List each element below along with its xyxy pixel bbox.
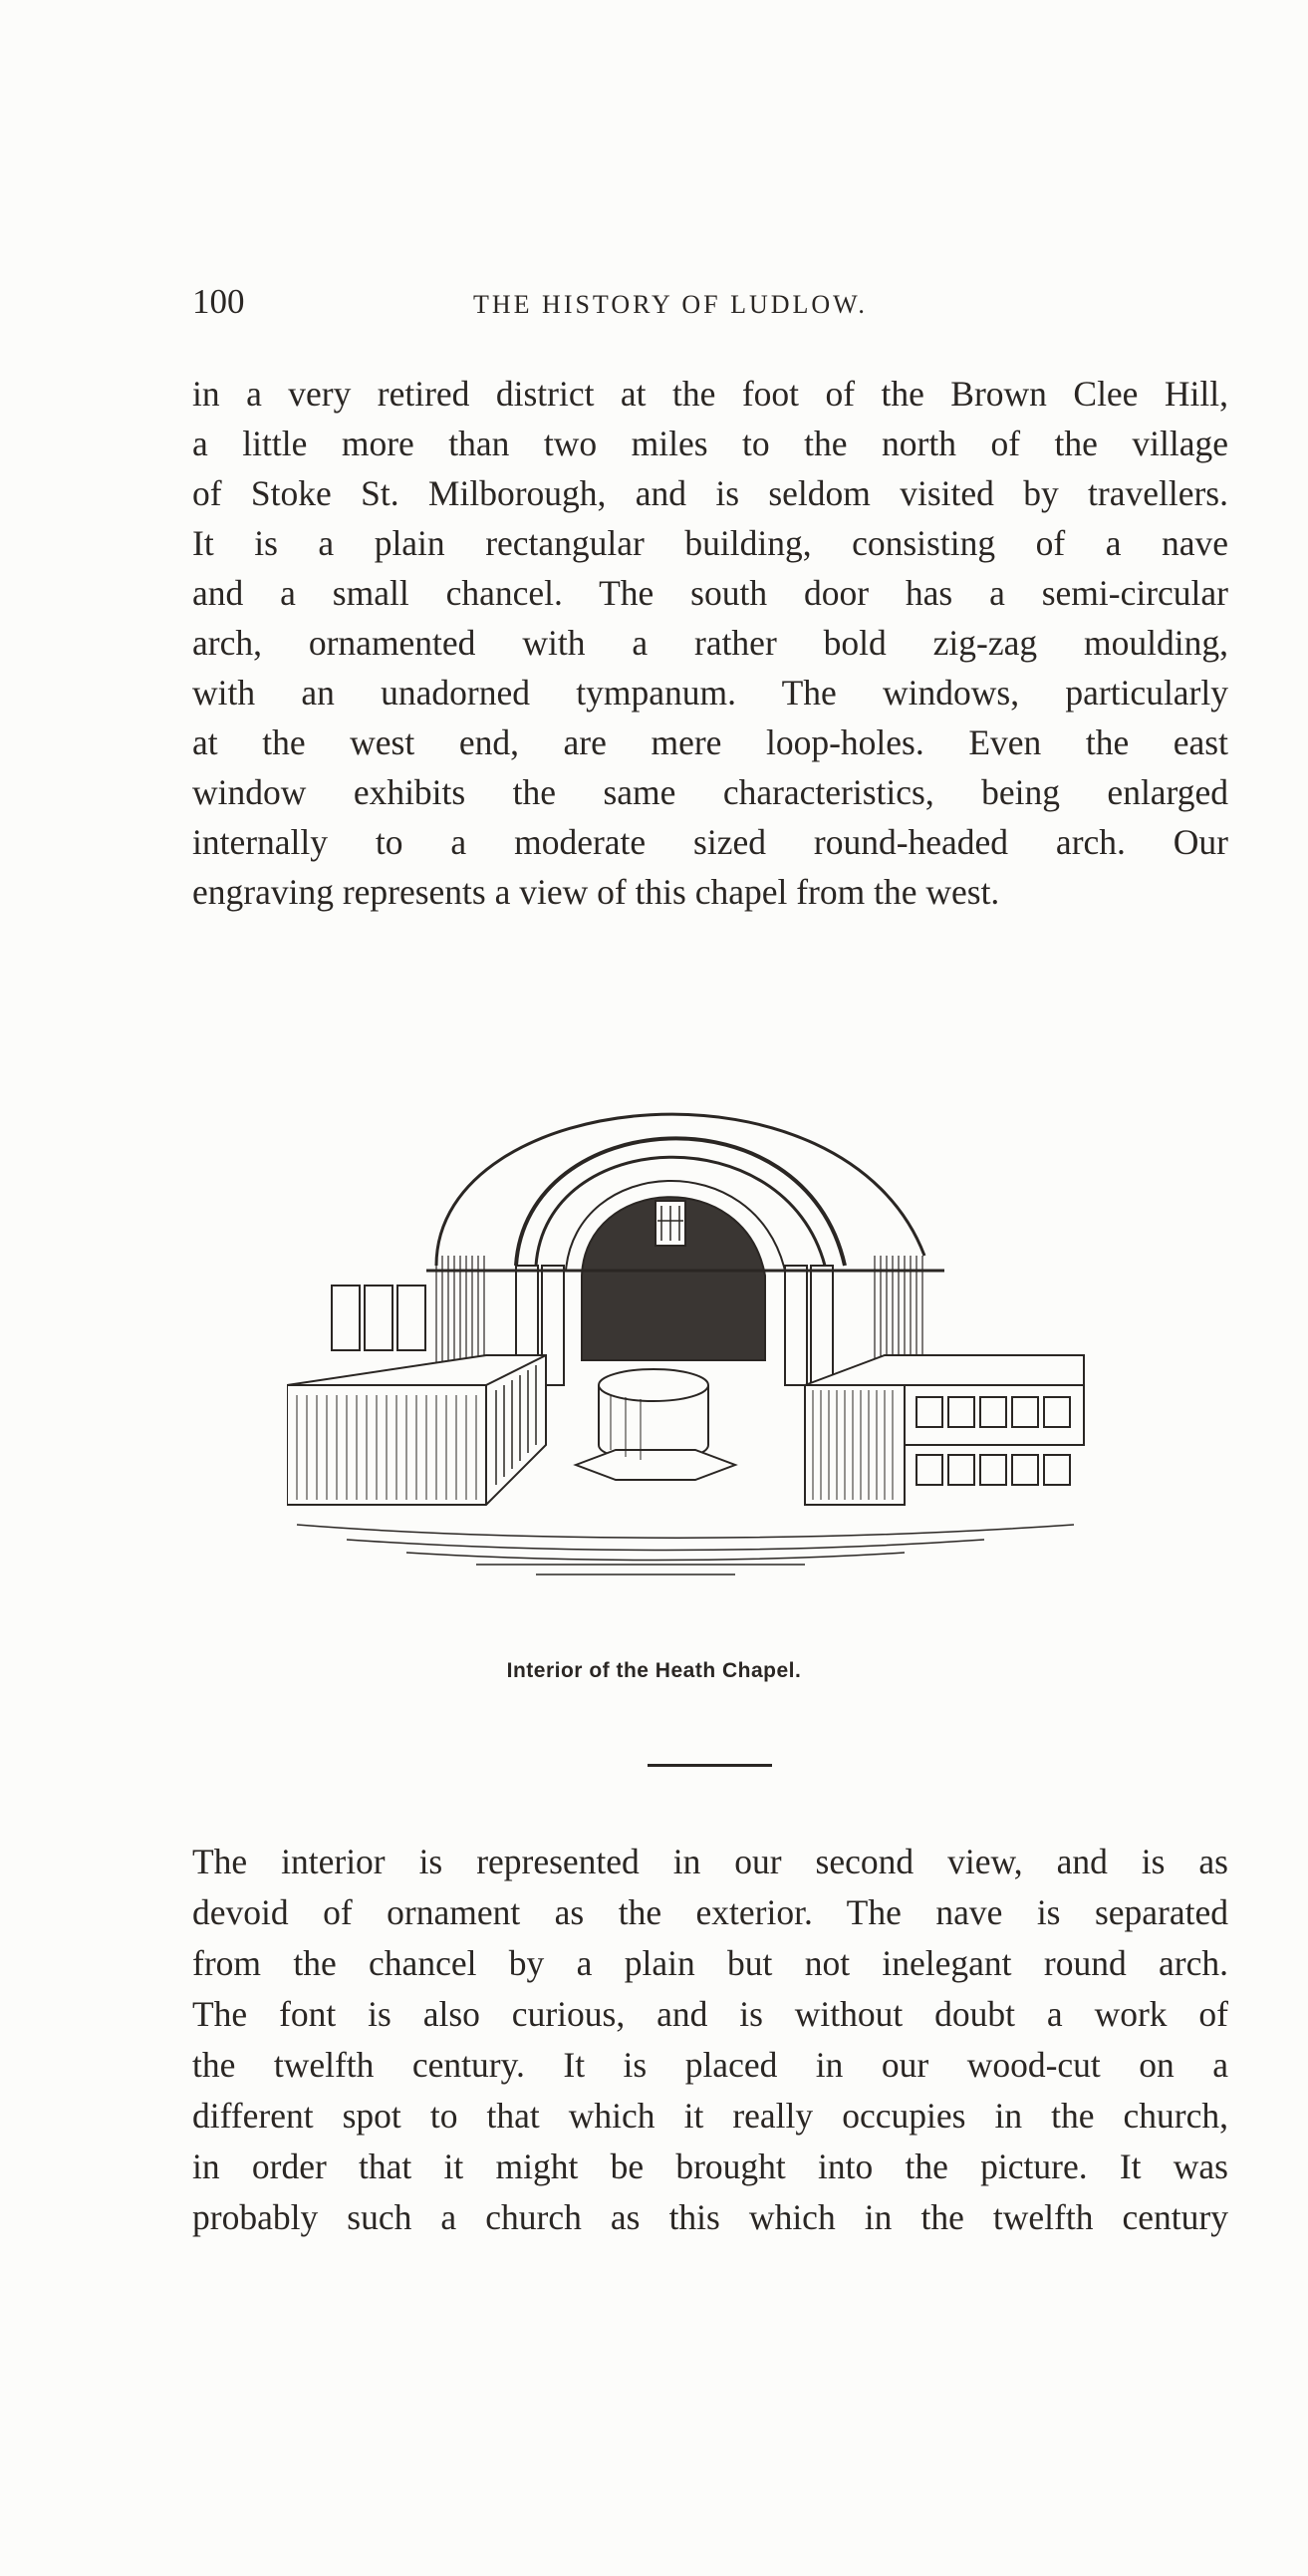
- page-number: 100: [192, 282, 245, 321]
- paragraph-1: [192, 369, 1228, 917]
- text-line: from the chancel by a plain but not inelegant round arch.: [192, 1943, 1228, 1983]
- chapel-interior-engraving: [287, 1026, 1124, 1614]
- running-title: THE HISTORY OF LUDLOW.: [473, 290, 868, 319]
- text-line: in a very retired district at the foot of the Brown Clee Hill,: [192, 374, 1228, 414]
- paragraph-2: [192, 1837, 1228, 2243]
- baptismal-font: [576, 1369, 735, 1480]
- text-line: The interior is represented in our second view, and is as: [192, 1842, 1228, 1881]
- chancel-arch: [436, 1114, 924, 1360]
- right-box-pew: [805, 1355, 1084, 1505]
- text-line: arch, ornamented with a rather bold zig-zag moulding,: [192, 623, 1228, 663]
- text-line: and a small chancel. The south door has a semi-circular: [192, 573, 1228, 613]
- left-box-pew: [287, 1355, 546, 1505]
- floor-lines: [297, 1525, 1074, 1574]
- text-line: It is a plain rectangular building, consisting of a nave: [192, 523, 1228, 563]
- text-line: with an unadorned tympanum. The windows, particularly: [192, 673, 1228, 713]
- text-line: of Stoke St. Milborough, and is seldom visited by travellers.: [192, 473, 1228, 513]
- text-line: window exhibits the same characteristics, being enlarged: [192, 772, 1228, 812]
- text-line: internally to a moderate sized round-headed arch. Our: [192, 822, 1228, 862]
- page-header: [192, 282, 1228, 330]
- text-line: at the west end, are mere loop-holes. Even the east: [192, 722, 1228, 762]
- section-divider: [648, 1764, 772, 1767]
- text-line: The font is also curious, and is without doubt a work of: [192, 1994, 1228, 2034]
- text-line: engraving represents a view of this chapel from the west.: [192, 872, 1000, 912]
- figure-caption: Interior of the Heath Chapel.: [506, 1659, 802, 1682]
- text-line: the twelfth century. It is placed in our wood-cut on a: [192, 2045, 1228, 2085]
- text-line: a little more than two miles to the north of the village: [192, 424, 1228, 463]
- text-line: devoid of ornament as the exterior. The nave is separated: [192, 1892, 1228, 1932]
- text-line: in order that it might be brought into the picture. It was: [192, 2147, 1228, 2186]
- text-line: different spot to that which it really occupies in the church,: [192, 2096, 1228, 2136]
- wall-tablets: [332, 1286, 425, 1350]
- text-line: probably such a church as this which in the twelfth century: [192, 2197, 1228, 2237]
